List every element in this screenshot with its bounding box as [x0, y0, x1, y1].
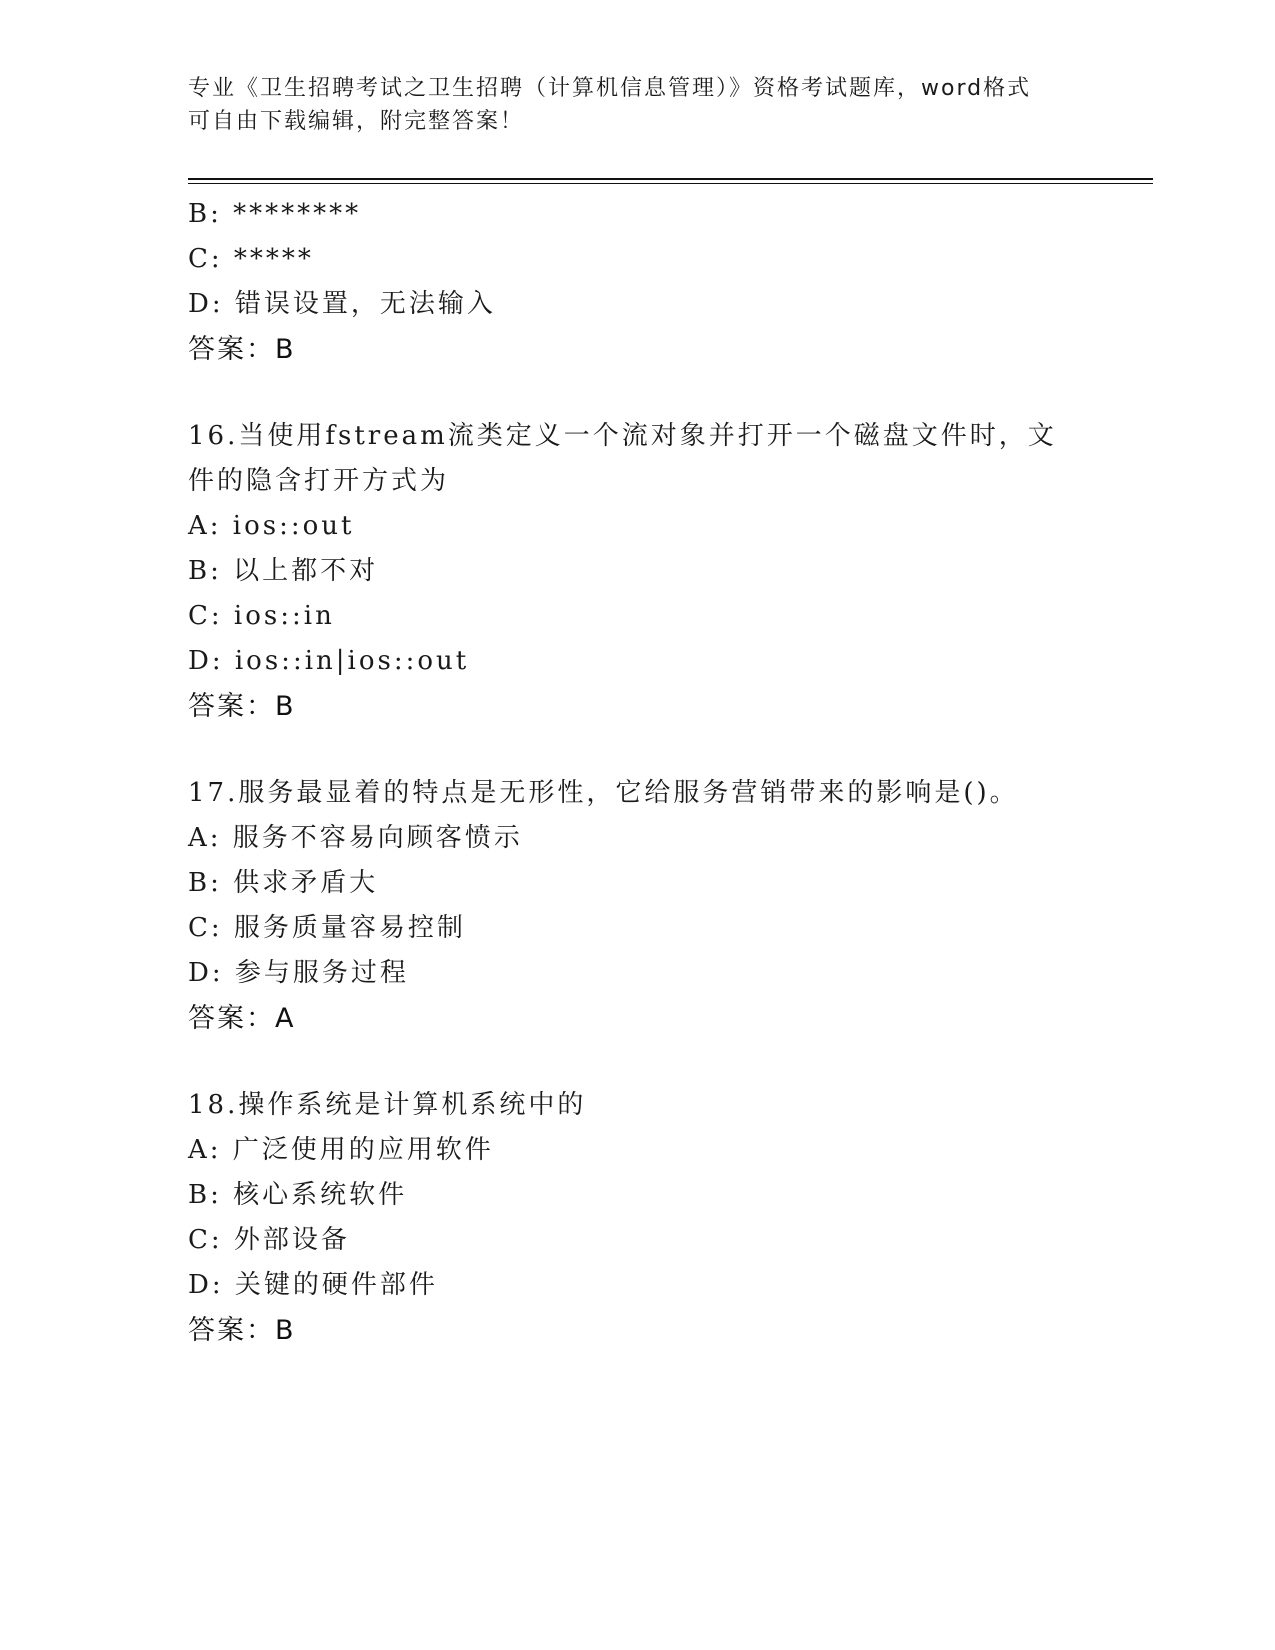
page-header: [188, 72, 1088, 138]
option-d: D: 关键的硬件部件: [188, 1270, 438, 1300]
spacer: [188, 1042, 1088, 1083]
option-b: B: 以上都不对: [188, 556, 379, 586]
header-divider-thin: [188, 183, 1153, 184]
option-c: C: 服务质量容易控制: [188, 913, 466, 943]
header-line-2: 可自由下载编辑，附完整答案！: [188, 109, 525, 134]
question-block-17: [188, 771, 1088, 1042]
option-b: B: 核心系统软件: [188, 1180, 408, 1210]
spacer: [188, 730, 1088, 771]
option-c: C: *****: [188, 244, 314, 274]
answer-line: 答案：B: [188, 691, 296, 722]
question-title: 17.服务最显着的特点是无形性，它给服务营销带来的影响是()。: [188, 778, 1019, 808]
spacer: [188, 373, 1088, 414]
option-a: A: ios::out: [188, 511, 355, 541]
answer-line: 答案：B: [188, 1315, 296, 1346]
question-block-16: [188, 414, 1088, 730]
question-block-18: [188, 1083, 1088, 1354]
question-block-15: [188, 192, 1088, 373]
option-b: B: ********: [188, 199, 362, 229]
answer-line: 答案：A: [188, 1003, 296, 1034]
option-c: C: 外部设备: [188, 1225, 350, 1255]
question-title: 18.操作系统是计算机系统中的: [188, 1090, 587, 1120]
option-b: B: 供求矛盾大: [188, 868, 379, 898]
option-a: A: 广泛使用的应用软件: [188, 1135, 494, 1165]
header-divider-thick: [188, 178, 1153, 180]
header-line-1: 专业《卫生招聘考试之卫生招聘（计算机信息管理）》资格考试题库，word格式: [188, 76, 1032, 101]
answer-line: 答案：B: [188, 334, 296, 365]
option-a: A: 服务不容易向顾客愤示: [188, 823, 523, 853]
option-d: D: 参与服务过程: [188, 958, 409, 988]
question-list: [188, 192, 1088, 1354]
option-d: D: 错误设置，无法输入: [188, 289, 496, 319]
option-c: C: ios::in: [188, 601, 335, 631]
question-title: 16.当使用fstream流类定义一个流对象并打开一个磁盘文件时，文件的隐含打开方式为: [188, 421, 1057, 496]
option-d: D: ios::in|ios::out: [188, 646, 470, 676]
